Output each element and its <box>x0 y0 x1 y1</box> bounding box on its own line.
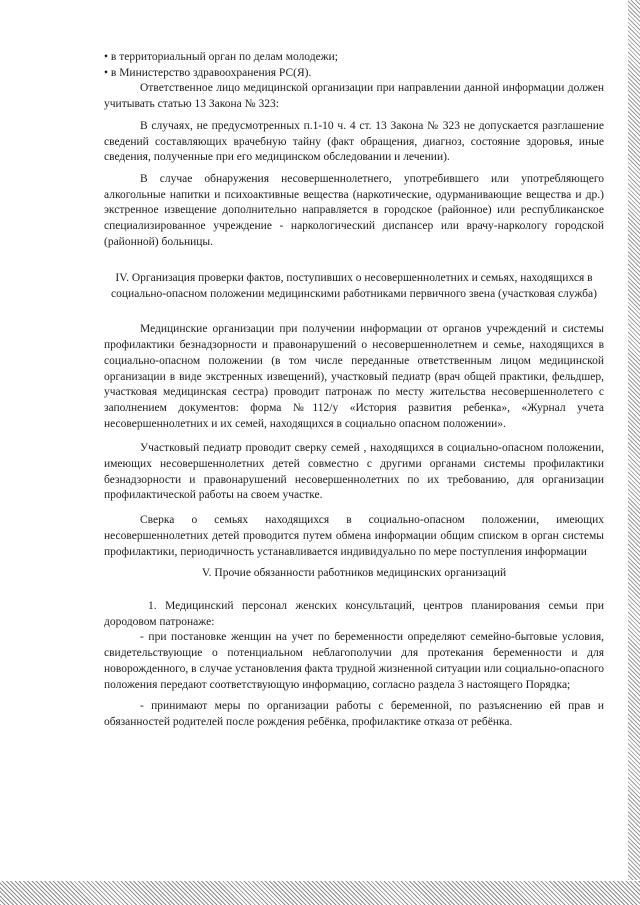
paragraph-pediatrician-reconciliation: Участковый педиатр проводит сверку семей , находящихся в социально-опасном положении, имеющих несовершеннолетних детей совместно с другими органами системы профилактики безнадзорности и правонарушений несовершеннолетних по их требованию, для организации профилактической работы на своем участке. <box>104 442 604 502</box>
paragraph-information-exchange: Сверка о семьях находящихся в социально-опасном положении, имеющих несовершеннолетних детей проводится путем обмена информации общим списком в орган системы профилактики, периодичность устанавливается индивидуально по мере поступления информации <box>104 514 604 558</box>
scan-right-edge-border <box>628 0 640 880</box>
bullet-health-ministry: • в Министерство здравоохранения РС(Я). <box>104 66 312 79</box>
paragraph-responsible-person: Ответственное лицо медицинской организации при направлении данной информации должен учитывать статью 13 Закона № 323: <box>104 82 604 111</box>
paragraph-substance-detection: В случае обнаружения несовершеннолетнего, употребившего или употребляющего алкогольные напитки и психоактивные вещества (наркотические, одурманивающие вещества и др.) экстренное извещение дополнительно направляется в городское (районное) или республиканское специализированное учреждение - наркологический диспансер или врачу-наркологу городской (районной) больницы. <box>104 172 604 248</box>
dash-item-pregnancy-measures: - принимают меры по организации работы с беременной, по разъяснению ей прав и обязанностей родителей после рождения ребёнка, профилактике отказа от ребёнка. <box>104 700 604 728</box>
dash-item-pregnancy-registration: - при постановке женщин на учет по беременности определяют семейно-бытовые условия, свидетельствующие о потенциальном неблагополучии для протекания беременности и для новорожденного, в случае установления факта трудной жизненной ситуации или социально-опасного положения передают соответствующую информацию, согласно раздела 3 настоящего Порядка; <box>104 631 604 691</box>
paragraph-medical-secrecy: В случаях, не предусмотренных п.1-10 ч. 4 ст. 13 Закона № 323 не допускается разглашение сведений составляющих врачебную тайну (факт обращения, диагноз, состояние здоровья, иные сведения, полученные при его медицинском обследовании и лечении). <box>104 119 604 164</box>
paragraph-medical-organizations: Медицинские организации при получении информации от органов учреждений и системы профилактики безнадзорности и правонарушений о несовершеннолетнем и семье, находящихся в социально-опасном положении (в том числе переданные ответственным лицом медицинской организации в виде экстренных извещений), участковый педиатр (врач общей практики, фельдшер, участковая медицинская сестра) проводит патронаж по месту жительства несовершеннолетего с заполнением документов: форма №112/у «История развития ребенка», «Журнал учета несовершеннолетних и их семей, находящихся в социально опасном положении». <box>104 323 604 430</box>
section-5-heading: V. Прочие обязанности работников медицинских организаций <box>201 567 507 580</box>
scan-bottom-edge-border <box>0 881 640 905</box>
list-item-1: 1. Медицинский персонал женских консультаций, центров планирования семьи при дородовом патронаже: <box>104 599 604 628</box>
section-4-heading: IV. Организация проверки фактов, поступивших о несовершеннолетних и семьях, находящихся в социально-опасном положении медицинскими работниками первичного звена (участковая служба) <box>111 272 597 301</box>
document-body <box>104 50 604 731</box>
bullet-youth-agency: • в территориальный орган по делам молодежи; <box>104 51 338 63</box>
